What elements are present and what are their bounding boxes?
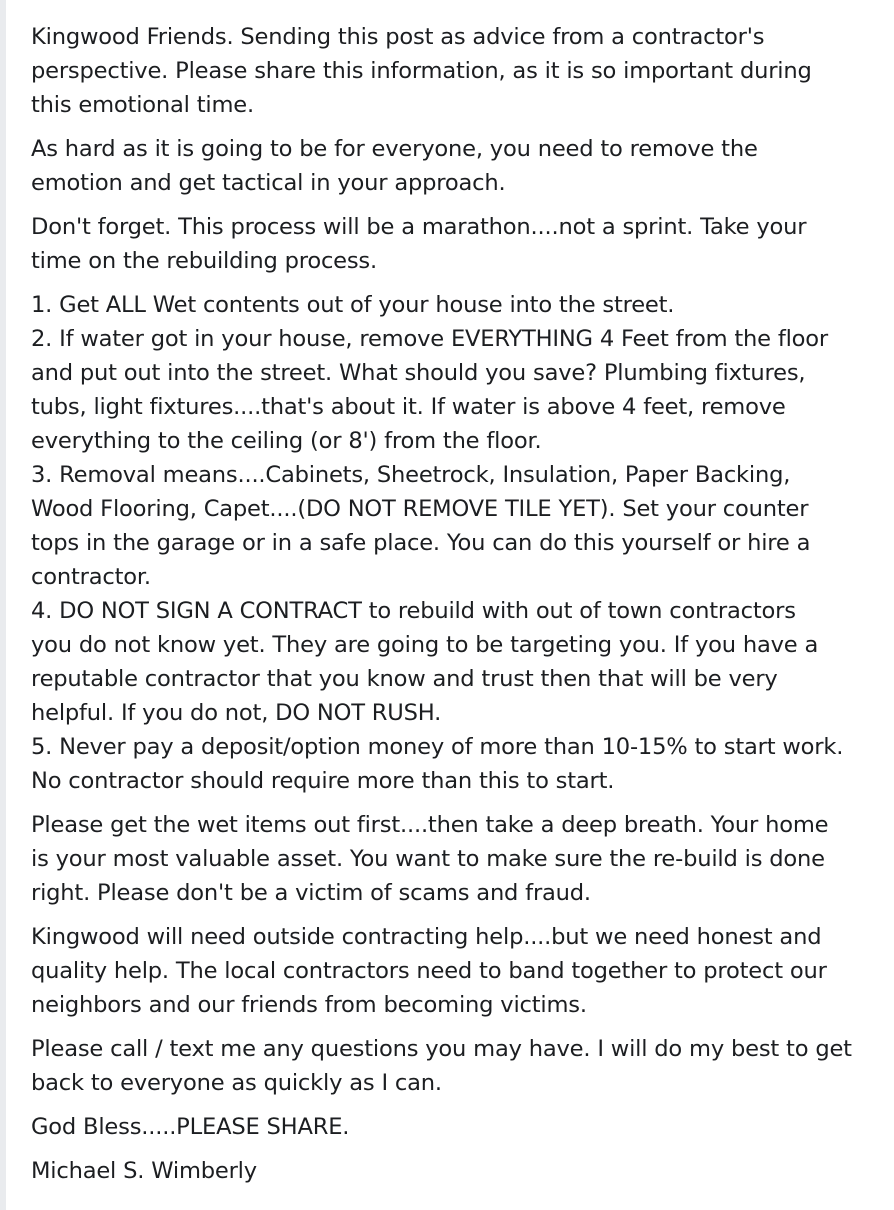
post-paragraph-outside-help: Kingwood will need outside contracting help....but we need honest and quality help. The local contractors need to band together to protect our neighbors and our friends from becoming victims. — [31, 924, 827, 1018]
post-paragraph-wet-items: Please get the wet items out first....then take a deep breath. Your home is your most valuable asset. You want to make sure the re-build is done right. Please don't be a victim of scams and fraud. — [31, 812, 829, 906]
post-signature: Michael S. Wimberly — [31, 1158, 257, 1184]
post-paragraph-blessing: God Bless.....PLEASE SHARE. — [31, 1114, 350, 1140]
post-paragraph-emotion: As hard as it is going to be for everyone, you need to remove the emotion and get tactical in your approach. — [31, 136, 758, 196]
post-paragraph-contact: Please call / text me any questions you may have. I will do my best to get back to everyone as quickly as I can. — [31, 1036, 852, 1096]
left-border — [0, 0, 6, 1210]
post-paragraph-steps: 1. Get ALL Wet contents out of your house into the street. 2. If water got in your house, remove EVERYTHING 4 Feet from the floor and put out into the street. What should you save? Plumbing fixtures, tubs, light fixtures....that's about it. If water is above 4 feet, remove everything to the ceiling (or 8') from the floor. 3. Removal means....Cabinets, Sheetrock, Insulation, Paper Backing, Wood Flooring, Capet....(DO NOT REMOVE TILE YET). Set your counter tops in the garage or in a safe place. You can do this yourself or hire a contractor. 4. DO NOT SIGN A CONTRACT to rebuild with out of town contractors you do not know yet. They are going to be targeting you. If you have a reputable contractor that you know and trust then that will be very helpful. If you do not, DO NOT RUSH. 5. Never pay a deposit/option money of more than 10-15% to start work. No contractor should require more than this to start. — [31, 292, 844, 794]
post-body — [31, 20, 879, 1198]
post-paragraph-intro: Kingwood Friends. Sending this post as advice from a contractor's perspective. Please share this information, as it is so important during this emotional time. — [31, 24, 812, 118]
post-paragraph-marathon: Don't forget. This process will be a marathon....not a sprint. Take your time on the rebuilding process. — [31, 214, 807, 274]
